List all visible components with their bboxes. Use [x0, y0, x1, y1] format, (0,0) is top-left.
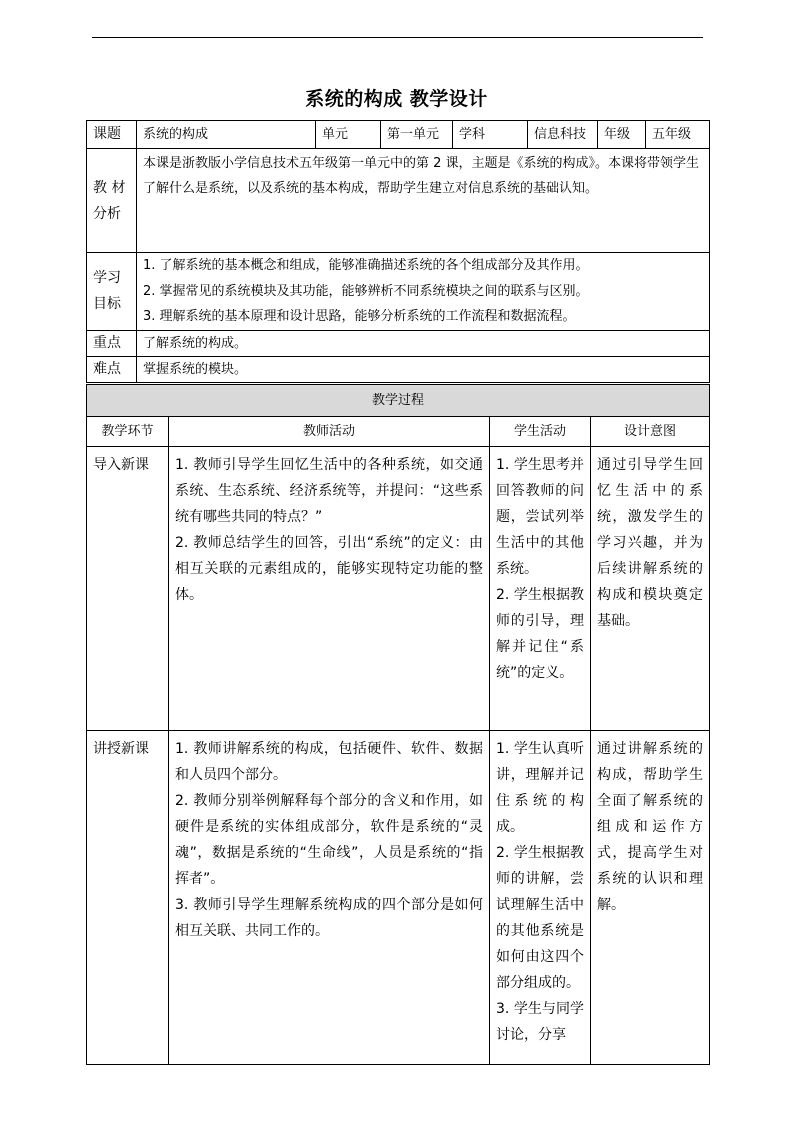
key-point-row [87, 330, 710, 356]
objective-item: 2. 掌握常见的系统模块及其功能，能够辨析不同系统模块之间的联系与区别。 [143, 283, 589, 299]
subject-label: 学科 [453, 121, 528, 149]
stage-cell: 导入新课 [87, 447, 169, 731]
difficulty-row [87, 356, 710, 382]
teacher-step: 1. 教师引导学生回忆生活中的各种系统，如交通系统、生态系统、经济系统等，并提问：“这些系统有哪些共同的特点？” [175, 457, 483, 525]
teacher-step: 3. 教师引导学生理解系统构成的四个部分是如何相互关联、共同工作的。 [175, 897, 483, 939]
objectives-row [87, 253, 710, 331]
document-title: 系统的构成 教学设计 [305, 88, 488, 110]
process-column-header-row [87, 417, 710, 447]
difficulty-label: 难点 [87, 356, 137, 382]
student-activity-cell [490, 447, 591, 731]
teacher-step: 2. 教师总结学生的回答，引出“系统”的定义：由相互关联的元素组成的，能够实现特定功能的整体。 [175, 535, 483, 603]
design-intent-cell: 通过讲解系统的构成，帮助学生全面了解系统的组成和运作方式，提高学生对系统的认识和理解。 [591, 731, 710, 1065]
process-heading: 教学过程 [87, 385, 710, 417]
student-activity-cell [490, 731, 591, 1065]
student-step: 1. 学生认真听讲，理解并记住系统的构成。 [496, 741, 584, 835]
topic-label: 课题 [87, 121, 137, 149]
process-heading-row [87, 385, 710, 417]
design-intent-cell: 通过引导学生回忆生活中的系统，激发学生的学习兴趣，并为后续讲解系统的构成和模块奠定基础。 [591, 447, 710, 731]
unit-label: 单元 [316, 121, 381, 149]
column-header-teacher: 教师活动 [169, 417, 490, 447]
column-header-stage: 教学环节 [87, 417, 169, 447]
topic-row [87, 121, 710, 149]
objectives-list [137, 253, 710, 331]
objectives-label-line2: 目标 [93, 296, 121, 313]
student-step: 2. 学生根据教师的讲解，尝试理解生活中的其他系统是如何由这四个部分组成的。 [496, 845, 584, 991]
stage-cell: 讲授新课 [87, 731, 169, 1065]
teacher-activity-cell [169, 731, 490, 1065]
process-row-new-lesson [87, 731, 710, 1065]
student-step: 1. 学生思考并回答教师的问题，尝试列举生活中的其他系统。 [496, 457, 584, 577]
key-point-label: 重点 [87, 330, 137, 356]
column-header-intent: 设计意图 [591, 417, 710, 447]
student-step: 3. 学生与同学讨论，分享 [496, 1001, 584, 1043]
grade-value: 五年级 [646, 121, 710, 149]
subject-value: 信息科技 [528, 121, 598, 149]
analysis-label-line1: 教 材 [93, 179, 126, 196]
objective-item: 1. 了解系统的基本概念和组成，能够准确描述系统的各个组成部分及其作用。 [143, 258, 589, 273]
teacher-activity-cell [169, 447, 490, 731]
lesson-info-table [86, 120, 710, 383]
analysis-label-line2: 分析 [93, 205, 121, 222]
unit-value: 第一单元 [381, 121, 453, 149]
column-header-student: 学生活动 [490, 417, 591, 447]
teacher-step: 2. 教师分别举例解释每个部分的含义和作用，如硬件是系统的实体组成部分，软件是系统的“灵魂”，数据是系统的“生命线”，人员是系统的“指挥者”。 [175, 793, 483, 887]
student-step: 2. 学生根据教师的引导，理解并记住“系统”的定义。 [496, 587, 584, 681]
objectives-label-line1: 学习 [93, 270, 121, 287]
key-point-value: 了解系统的构成。 [137, 330, 710, 356]
objective-item: 3. 理解系统的基本原理和设计思路，能够分析系统的工作流程和数据流程。 [143, 309, 576, 324]
teaching-process-table [86, 384, 710, 1065]
process-row-intro [87, 447, 710, 731]
objectives-label [87, 253, 137, 331]
difficulty-value: 掌握系统的模块。 [137, 356, 710, 382]
analysis-text: 本课是浙教版小学信息技术五年级第一单元中的第 2 课，主题是《系统的构成》。本课将带领学生了解什么是系统，以及系统的基本构成，帮助学生建立对信息系统的基础认知。 [137, 149, 710, 253]
header-rule [92, 37, 703, 38]
analysis-row [87, 149, 710, 253]
teacher-step: 1. 教师讲解系统的构成，包括硬件、软件、数据和人员四个部分。 [175, 741, 483, 783]
grade-label: 年级 [598, 121, 646, 149]
analysis-label [87, 149, 137, 253]
topic-value: 系统的构成 [137, 121, 316, 149]
